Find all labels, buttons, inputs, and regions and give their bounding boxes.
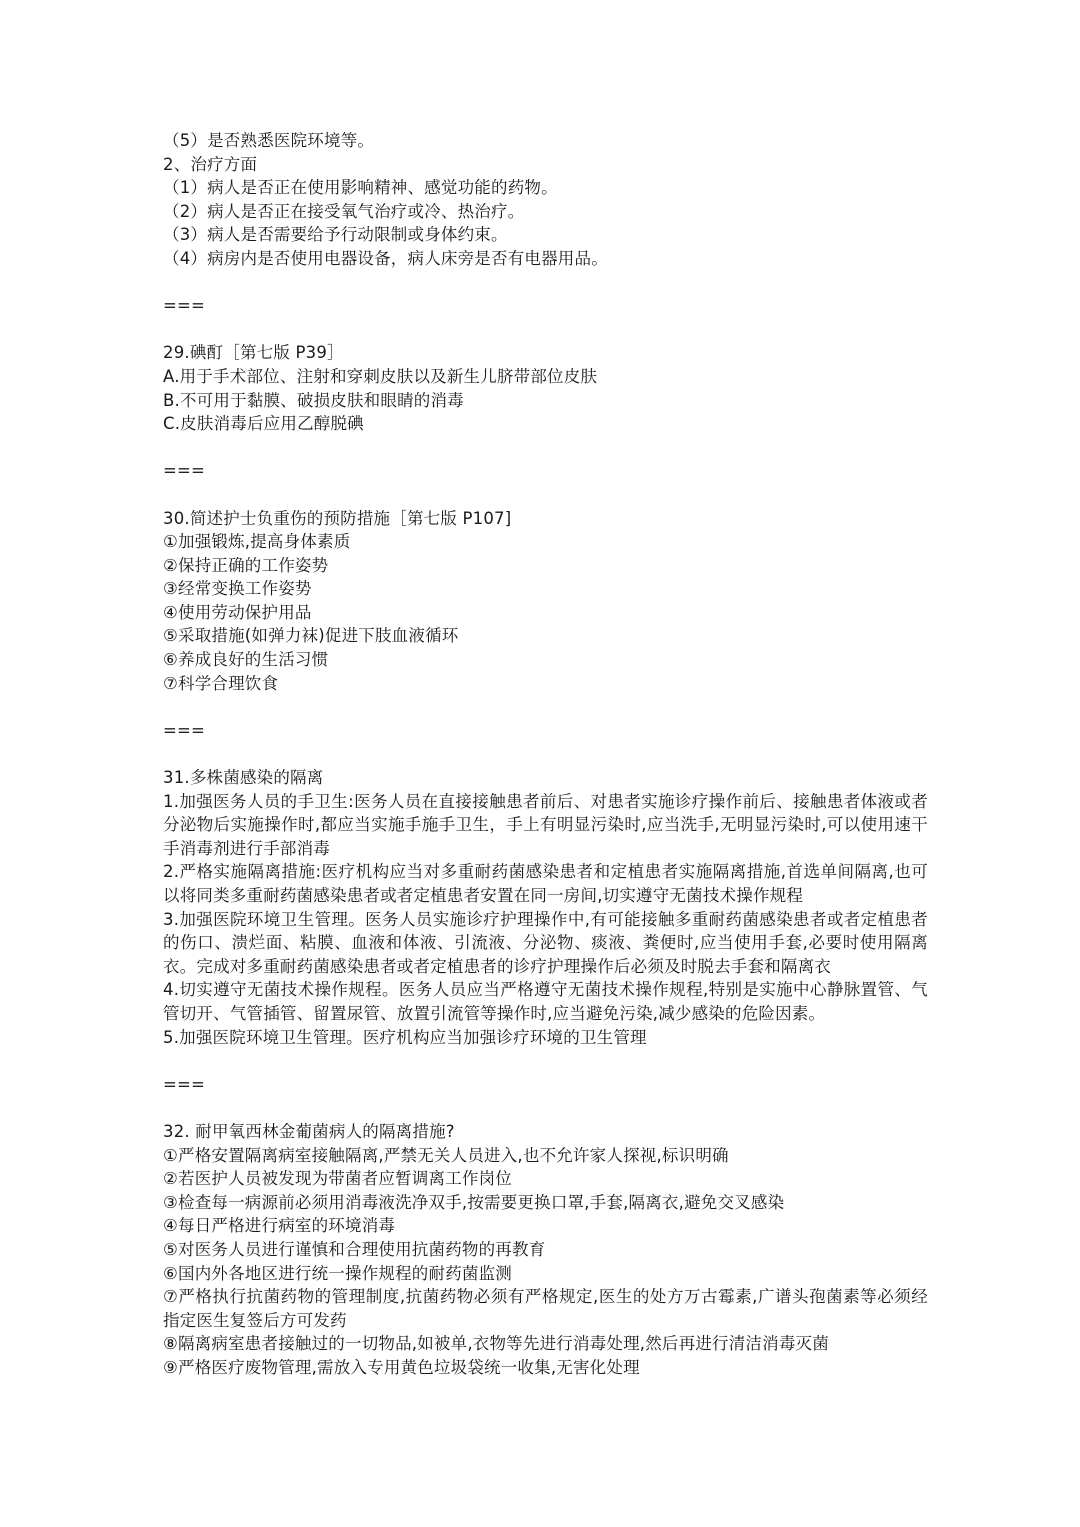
document-body: [163, 129, 928, 1379]
question-title: 29.碘酊［第七版 P39］: [163, 343, 344, 363]
list-item: ①严格安置隔离病室接触隔离,严禁无关人员进入,也不允许家人探视,标识明确: [163, 1145, 729, 1165]
list-item: C.皮肤消毒后应用乙醇脱碘: [163, 414, 364, 434]
list-item: ④每日严格进行病室的环境消毒: [163, 1216, 396, 1236]
text-line: （3）病人是否需要给予行动限制或身体约束。: [163, 225, 508, 245]
question-title: 30.简述护士负重伤的预防措施［第七版 P107]: [163, 508, 512, 528]
text-line: （2）病人是否正在接受氧气治疗或冷、热治疗。: [163, 201, 525, 221]
separator: ===: [163, 296, 206, 316]
list-item: ⑥养成良好的生活习惯: [163, 650, 329, 670]
list-item: ①加强锻炼,提高身体素质: [163, 532, 351, 552]
separator: ===: [163, 1074, 206, 1094]
separator: ===: [163, 720, 206, 740]
list-item: ③经常变换工作姿势: [163, 579, 312, 599]
list-item: 2.严格实施隔离措施:医疗机构应当对多重耐药菌感染患者和定植患者实施隔离措施,首选单间隔离,也可以将同类多重耐药菌感染患者或者定植患者安置在同一房间,切实遵守无菌技术操作规程: [163, 862, 928, 905]
list-item: A.用于手术部位、注射和穿刺皮肤以及新生儿脐带部位皮肤: [163, 366, 598, 386]
question-title: 31.多株菌感染的隔离: [163, 768, 324, 788]
question-31: [163, 766, 928, 1049]
list-item: 4.切实遵守无菌技术操作规程。医务人员应当严格遵守无菌技术操作规程,特别是实施中心静脉置管、气管切开、气管插管、留置尿管、放置引流管等操作时,应当避免污染,减少感染的危险因素。: [163, 980, 928, 1023]
text-line: （4）病房内是否使用电器设备，病人床旁是否有电器用品。: [163, 248, 608, 268]
list-item: ⑥国内外各地区进行统一操作规程的耐药菌监测: [163, 1263, 512, 1283]
list-item: ②若医护人员被发现为带菌者应暂调离工作岗位: [163, 1169, 512, 1189]
question-30: [163, 507, 928, 696]
list-item: ④使用劳动保护用品: [163, 602, 312, 622]
list-item: ⑤采取措施(如弹力袜)促进下肢血液循环: [163, 626, 459, 646]
question-29: [163, 341, 928, 435]
list-item: B.不可用于黏膜、破损皮肤和眼睛的消毒: [163, 390, 464, 410]
list-item: ⑦严格执行抗菌药物的管理制度,抗菌药物必须有严格规定,医生的处方万古霉素,广谱头孢菌素等必须经指定医生复签后方可发药: [163, 1287, 928, 1330]
question-32: [163, 1120, 928, 1380]
question-title: 32. 耐甲氧西林金葡菌病人的隔离措施?: [163, 1121, 455, 1141]
text-line: （1）病人是否正在使用影响精神、感觉功能的药物。: [163, 178, 558, 198]
separator: ===: [163, 461, 206, 481]
list-item: 3.加强医院环境卫生管理。医务人员实施诊疗护理操作中,有可能接触多重耐药菌感染患者或者定植患者的伤口、溃烂面、粘膜、血液和体液、引流液、分泌物、痰液、粪便时,应当使用手套,必要时使用隔离衣。完成对多重耐药菌感染患者或者定植患者的诊疗护理操作后必须及时脱去手套和隔离衣: [163, 909, 928, 976]
list-item: 5.加强医院环境卫生管理。医疗机构应当加强诊疗环境的卫生管理: [163, 1027, 647, 1047]
list-item: ⑦科学合理饮食: [163, 673, 279, 693]
list-item: ②保持正确的工作姿势: [163, 555, 329, 575]
intro-section: [163, 129, 928, 271]
list-item: 1.加强医务人员的手卫生:医务人员在直接接触患者前后、对患者实施诊疗操作前后、接触患者体液或者分泌物后实施操作时,都应当实施手施手卫生，手上有明显污染时,应当洗手,无明显污染时,可以使用速干手消毒剂进行手部消毒: [163, 791, 928, 858]
text-line: （5）是否熟悉医院环境等。: [163, 131, 375, 150]
list-item: ③检查每一病源前必须用消毒液洗净双手,按需要更换口罩,手套,隔离衣,避免交叉感染: [163, 1192, 785, 1212]
list-item: ⑨严格医疗废物管理,需放入专用黄色垃圾袋统一收集,无害化处理: [163, 1357, 640, 1377]
list-item: ⑤对医务人员进行谨慎和合理使用抗菌药物的再教育: [163, 1239, 546, 1259]
section-heading: 2、治疗方面: [163, 154, 258, 174]
list-item: ⑧隔离病室患者接触过的一切物品,如被单,衣物等先进行消毒处理,然后再进行清洁消毒灭菌: [163, 1334, 829, 1354]
